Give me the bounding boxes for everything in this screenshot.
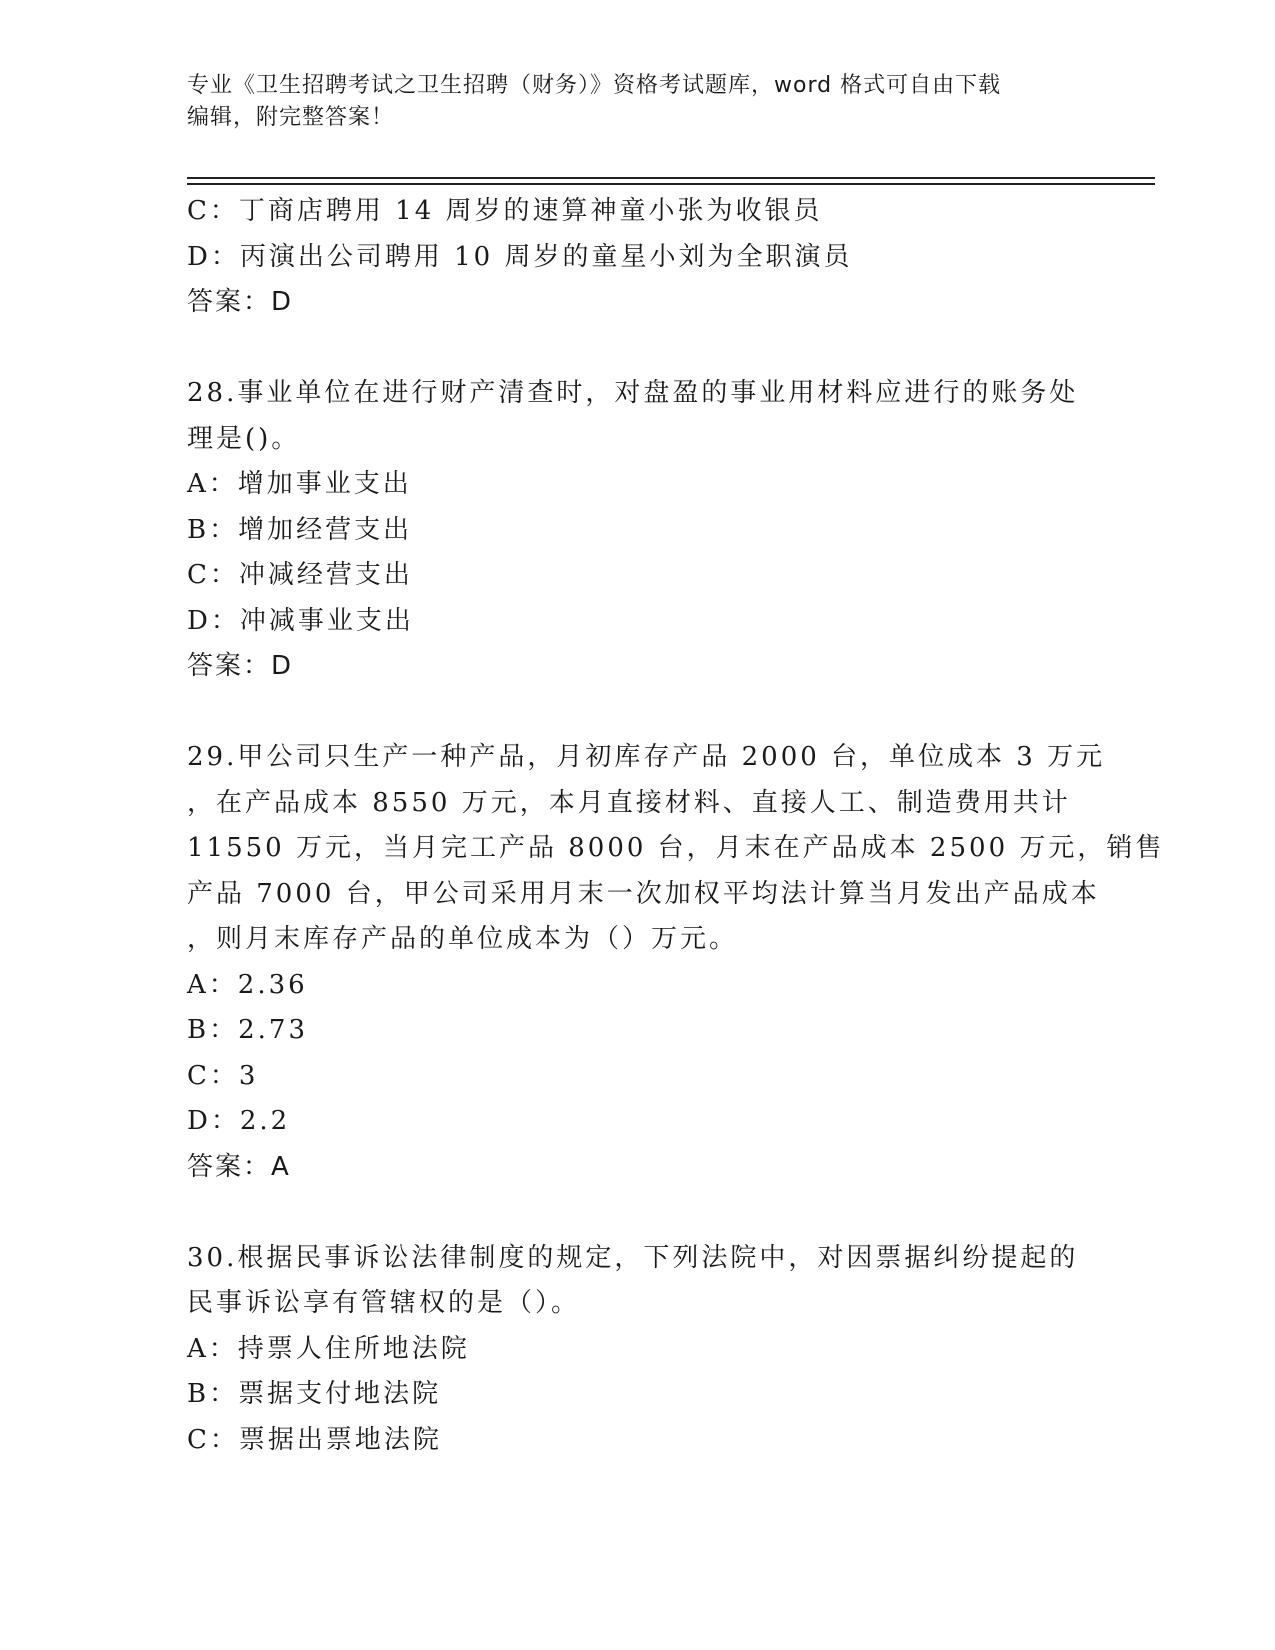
- question-stem: 29.甲公司只生产一种产品，月初库存产品 2000 台，单位成本 3 万元: [187, 742, 1106, 772]
- partial-question: [187, 189, 1087, 326]
- answer: 答案：A: [187, 1151, 291, 1182]
- option-d: D：丙演出公司聘用 10 周岁的童星小刘为全职演员: [187, 241, 853, 272]
- option-c: C：3: [187, 1060, 259, 1091]
- option-c: C：票据出票地法院: [187, 1424, 442, 1455]
- question-stem: ，在产品成本 8550 万元，本月直接材料、直接人工、制造费用共计: [187, 787, 1071, 818]
- question-stem: 28.事业单位在进行财产清查时，对盘盈的事业用材料应进行的账务处: [187, 378, 1079, 408]
- header-divider-bottom: [187, 183, 1155, 185]
- spacer: [187, 690, 1087, 736]
- question-stem: 民事诉讼享有管辖权的是（）。: [187, 1288, 581, 1318]
- question-30: [187, 1236, 1087, 1464]
- header-divider-top: [187, 177, 1155, 179]
- spacer: [187, 326, 1087, 372]
- option-a: A：持票人住所地法院: [187, 1333, 470, 1364]
- header-line-2: 编辑，附完整答案！: [187, 105, 395, 130]
- question-29: [187, 735, 1165, 1190]
- option-c: C：冲减经营支出: [187, 560, 413, 590]
- document-body: [187, 189, 1165, 1463]
- question-stem: 产品 7000 台，甲公司采用月末一次加权平均法计算当月发出产品成本: [187, 878, 1100, 909]
- option-d: D：2.2: [187, 1106, 291, 1136]
- question-stem: 30.根据民事诉讼法律制度的规定，下列法院中，对因票据纠纷提起的: [187, 1242, 1079, 1273]
- option-b: B：票据支付地法院: [187, 1379, 442, 1409]
- question-stem: 理是()。: [187, 423, 301, 454]
- option-c: C：丁商店聘用 14 周岁的速算神童小张为收银员: [187, 196, 823, 226]
- option-a: A：增加事业支出: [187, 469, 412, 499]
- option-b: B：增加经营支出: [187, 514, 413, 545]
- header-line-1: 专业《卫生招聘考试之卫生招聘（财务）》资格考试题库，word 格式可自由下载: [187, 73, 1002, 98]
- question-28: [187, 371, 1087, 690]
- option-d: D：冲减事业支出: [187, 605, 414, 636]
- option-b: B：2.73: [187, 1015, 308, 1045]
- question-stem: ，则月末库存产品的单位成本为（）万元。: [187, 924, 739, 954]
- spacer: [187, 1190, 1087, 1236]
- answer: 答案：D: [187, 287, 294, 317]
- question-stem: 11550 万元，当月完工产品 8000 台，月末在产品成本 2500 万元，销售: [187, 833, 1165, 863]
- answer: 答案：D: [187, 651, 294, 681]
- option-a: A：2.36: [187, 969, 308, 1000]
- document-header: [187, 70, 1087, 134]
